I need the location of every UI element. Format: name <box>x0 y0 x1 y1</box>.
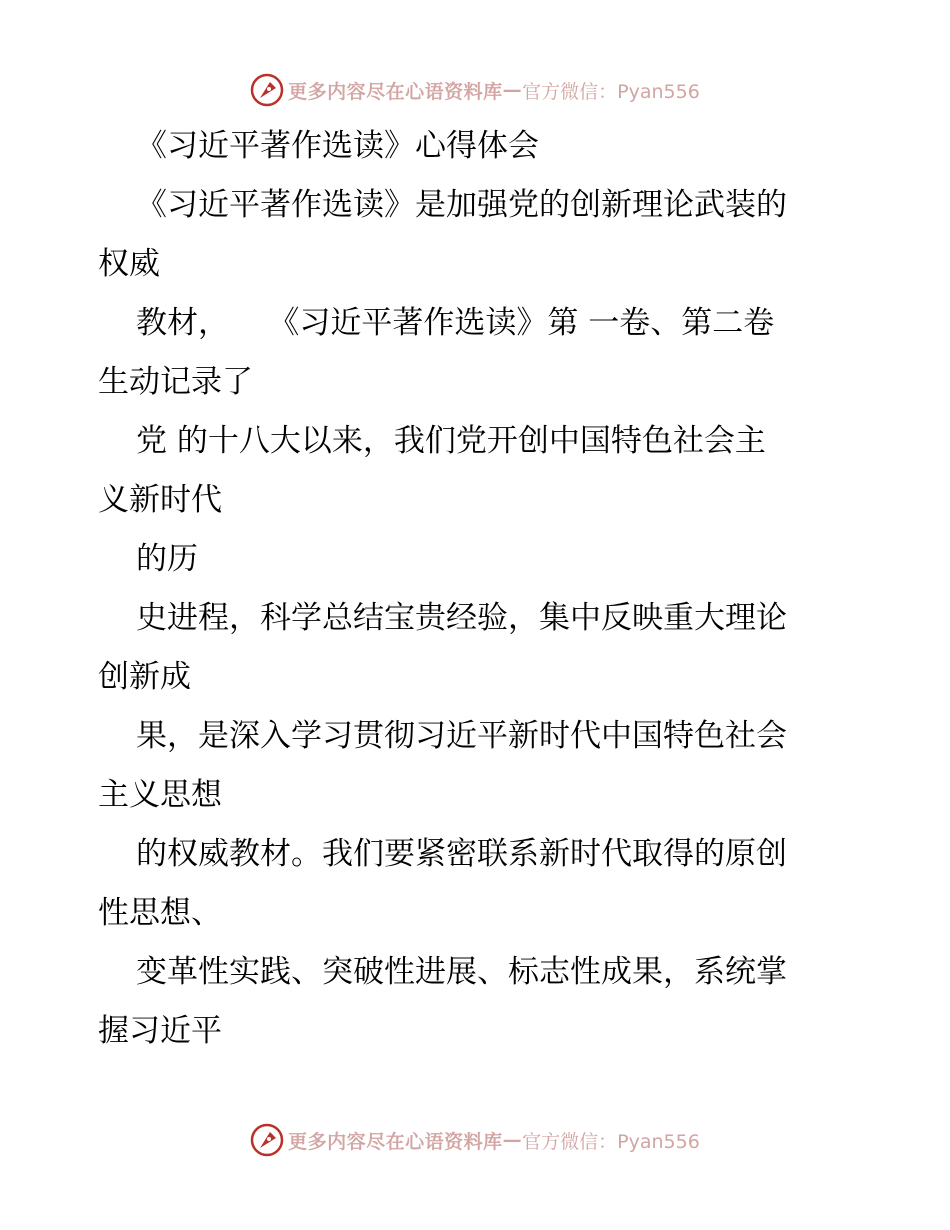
watermark-dash: — <box>502 1129 523 1151</box>
text-line: 创新成 <box>98 659 191 695</box>
text-line: 《习近平著作选读》是加强党的创新理论武装的 <box>136 187 787 223</box>
text-line: 果，是深入学习贯彻习近平新时代中国特色社会 <box>136 718 787 754</box>
text-line: 的权威教材。我们要紧密联系新时代取得的原创 <box>136 836 787 872</box>
watermark-main-text: 更多内容尽在心语资料库 <box>288 1130 503 1153</box>
text-line: 权威 <box>98 246 160 282</box>
text-line: 握习近平 <box>98 1013 222 1049</box>
footer-watermark <box>0 1120 950 1160</box>
text-line: 《习近平著作选读》心得体会 <box>136 128 539 164</box>
text-line: 义新时代 <box>98 482 222 518</box>
watermark-wechat-text: 官方微信：Pyan556 <box>522 1130 700 1153</box>
document-body <box>98 117 868 1061</box>
pen-nib-logo-icon <box>250 1123 284 1157</box>
watermark-dash: — <box>502 79 523 101</box>
text-line: 的历 <box>136 541 198 577</box>
text-line: 主义思想 <box>98 777 222 813</box>
text-line: 党 的十八大以来，我们党开创中国特色社会主 <box>136 423 766 459</box>
text-line: 史进程，科学总结宝贵经验，集中反映重大理论 <box>136 600 787 636</box>
watermark-wechat-text: 官方微信：Pyan556 <box>522 80 700 103</box>
text-line: 性思想、 <box>98 895 222 931</box>
text-line: 变革性实践、突破性进展、标志性成果，系统掌 <box>136 954 787 990</box>
watermark-main-text: 更多内容尽在心语资料库 <box>288 80 503 103</box>
pen-nib-logo-icon <box>250 73 284 107</box>
text-line: 教材， 《习近平著作选读》第 一卷、第二卷 <box>136 305 775 341</box>
header-watermark <box>0 70 950 110</box>
text-line: 生动记录了 <box>98 364 253 400</box>
